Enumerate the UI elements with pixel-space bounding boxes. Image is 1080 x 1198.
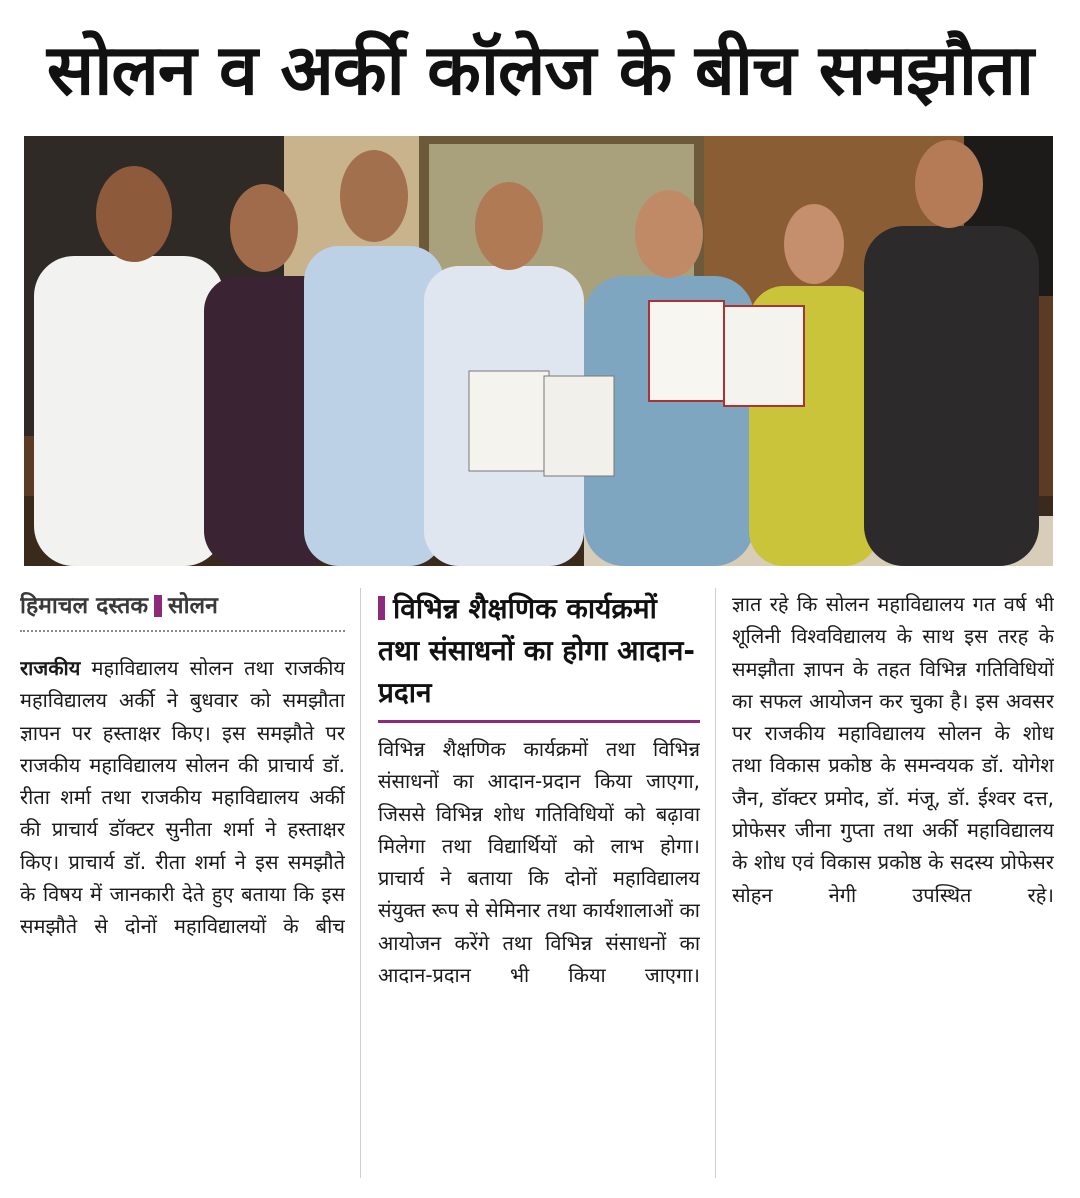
column-1-text — [20, 652, 345, 943]
news-photo — [24, 136, 1053, 566]
article-column-1 — [20, 588, 345, 1188]
subheadline-marker-icon — [378, 596, 385, 620]
byline — [20, 588, 345, 624]
lead-word: राजकीय — [20, 656, 81, 680]
article-column-3 — [732, 588, 1054, 1188]
article-column-2 — [378, 588, 700, 1188]
byline-divider — [20, 630, 345, 632]
column-divider — [715, 588, 716, 1178]
headline: सोलन व अर्की कॉलेज के बीच समझौता — [46, 29, 1034, 111]
column-2-text: विभिन्न शैक्षणिक कार्यक्रमों तथा विभिन्न संसाधनों का आदान-प्रदान किया जाएगा, जिससे विभिन्न शोध गतिविधियों को बढ़ावा मिलेगा तथा विद्यार्थियों को लाभ होगा। प्राचार्य ने बताया कि दोनों महाविद्यालय संयुक्त रूप से सेमिनार तथा कार्यशालाओं का आयोजन करेंगे तथा विभिन्न संसाधनों का आदान-प्रदान भी किया जाएगा। — [378, 737, 700, 988]
column-3-text: ज्ञात रहे कि सोलन महाविद्यालय गत वर्ष भी शूलिनी विश्वविद्यालय के साथ इस तरह के समझौता ज्ञापन के तहत विभिन्न गतिविधियों का सफल आयोजन कर चुका है। इस अवसर पर राजकीय महाविद्यालय सोलन के शोध तथा विकास प्रकोष्ठ के समन्वयक डॉ. योगेश जैन, डॉक्टर प्रमोद, डॉ. मंजू, डॉ. ईश्वर दत्त, प्रोफेसर जीना गुप्ता तथा अर्की महाविद्यालय के शोध एवं विकास प्रकोष्ठ के सदस्य प्रोफेसर सोहन नेगी उपस्थित रहे। — [732, 592, 1054, 907]
byline-location: सोलन — [168, 593, 218, 619]
group-photo-illustration — [24, 136, 1053, 566]
subheadline-text: विभिन्न शैक्षणिक कार्यक्रमों तथा संसाधनों का होगा आदान-प्रदान — [378, 592, 696, 709]
subheadline — [378, 588, 700, 723]
byline-publication: हिमाचल दस्तक — [20, 593, 149, 619]
byline-separator-icon — [154, 595, 162, 617]
column-divider — [360, 588, 361, 1178]
column-1-body: महाविद्यालय सोलन तथा राजकीय महाविद्यालय अर्की ने बुधवार को समझौता ज्ञापन पर हस्ताक्षर किए। इस समझौते पर राजकीय महाविद्यालय सोलन की प्राचार्य डॉ. रीता शर्मा तथा राजकीय महाविद्यालय अर्की की प्राचार्य डॉक्टर सुनीता शर्मा ने हस्ताक्षर किए। प्राचार्य डॉ. रीता शर्मा ने इस समझौते के विषय में जानकारी देते हुए बताया कि इस समझौते से दोनों महाविद्यालयों के बीच — [20, 656, 345, 939]
